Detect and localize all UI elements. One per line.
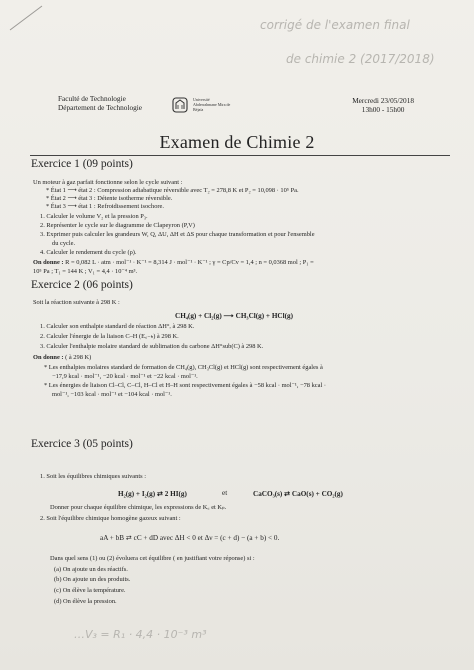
department-name: Département de Technologie [58, 103, 143, 112]
ex3-question-1: 1. Soit les équilibres chimiques suivants : [40, 473, 146, 480]
ex2-reaction: CH₄(g) + Cl₂(g) ⟶ CH₃Cl(g) + HCl(g) [175, 312, 293, 320]
ex2-bullet-1-cont: −17,9 kcal · mol⁻¹, −20 kcal · mol⁻¹ et −22 kcal · mol⁻¹. [52, 373, 198, 380]
ex2-given-label: On donne : [33, 354, 64, 361]
pencil-stroke-icon [0, 0, 60, 40]
exam-time: 13h00 - 15h00 [361, 105, 405, 114]
given-label: On donne : [33, 259, 64, 266]
ex3-option-a: (a) On ajoute un des réactifs. [54, 566, 128, 573]
ex1-step-2: * État 2 ⟶ état 3 : Détente isotherme réversible. [46, 195, 173, 202]
exam-date: Mercredi 23/05/2018 [352, 96, 414, 105]
ex1-question-3-cont: du cycle. [52, 240, 76, 247]
ex2-given-temp: ( à 298 K) [63, 354, 92, 361]
ex3-equilibrium-1: H₂(g) + I₂(g) ⇄ 2 HI(g) [118, 490, 187, 498]
ex1-step-1: * État 1 ⟶ état 2 : Compression adiabatique réversible avec T₂ = 278,8 K et P₂ = 10,098 · 10⁵ Pa. [46, 187, 299, 194]
ex3-question-2: 2. Soit l'équilibre chimique homogène gazeux suivant : [40, 515, 181, 522]
ex1-intro: Un moteur à gaz parfait fonctionne selon le cycle suivant : [33, 179, 183, 186]
ex3-heading: Exercice 3 (05 points) [31, 438, 133, 450]
university-logo-icon [170, 95, 190, 115]
ex1-given [33, 259, 314, 267]
ex1-question-3: 3. Exprimer puis calculer les grandeurs W, Q, ΔU, ΔH et ΔS pour chaque transformation et pour l'ensemble [40, 231, 315, 238]
ex2-bullet-2: * Les énergies de liaison Cl–Cl, C–Cl, H–Cl et H–H sont respectivement égales à −58 kcal · mol⁻¹, −78 kcal · [44, 382, 326, 389]
ex3-equilibrium-3: aA + bB ⇄ cC + dD avec ΔH < 0 et Δν = (c + d) − (a + b) < 0. [100, 534, 280, 542]
ex1-question-2: 2. Représenter le cycle sur le diagramme de Clapeyron (P,V) [40, 222, 195, 229]
ex2-heading: Exercice 2 (06 points) [31, 279, 133, 291]
ex2-question-3: 3. Calculer l'enthalpie molaire standard de sublimation du carbone ΔH°sub(C) à 298 K. [40, 343, 264, 350]
ex2-intro: Soit la réaction suivante à 298 K : [33, 299, 120, 306]
title-divider [30, 155, 450, 156]
ex2-given [33, 354, 91, 362]
ex2-bullet-1: * Les enthalpies molaires standard de formation de CH₄(g), CH₃Cl(g) et HCl(g) sont respectivement égales à [44, 364, 323, 371]
ex1-given-line-2: 10⁵ Pa ; T₁ = 144 K ; V₁ = 4,4 · 10⁻⁴ m³. [33, 268, 138, 275]
handwritten-note-top-1: corrigé de l'examen final [260, 18, 410, 32]
handwritten-note-top-2: de chimie 2 (2017/2018) [286, 52, 435, 66]
ex3-equilibrium-2: CaCO₃(s) ⇄ CaO(s) + CO₂(g) [253, 490, 343, 498]
ex2-question-1: 1. Calculer son enthalpie standard de réaction ΔH°ᵣ à 298 K. [40, 323, 195, 330]
header-left [58, 94, 142, 112]
page-title: Examen de Chimie 2 [159, 132, 315, 152]
ex3-option-c: (c) On élève la température. [54, 587, 126, 594]
ex3-question-3: Dans quel sens (1) ou (2) évoluera cet équilibre ( en justifiant votre réponse) si : [50, 555, 255, 562]
ex1-heading: Exercice 1 (09 points) [31, 158, 133, 170]
ex1-question-4: 4. Calculer le rendement du cycle (ρ). [40, 249, 137, 256]
ex2-question-2: 2. Calculer l'énergie de la liaison C–H (E꜀₋ₕ) à 298 K. [40, 333, 179, 340]
ex3-option-d: (d) On élève la pression. [54, 598, 117, 605]
ex3-option-b: (b) On ajoute un des produits. [54, 576, 131, 583]
ex3-question-1b: Donner pour chaque équilibre chimique, les expressions de K꜀ et Kₚ. [50, 504, 227, 511]
logo-caption: Université Abderrahmane Mira de Béjaïa [193, 97, 231, 112]
ex1-given-line-1: R = 0,082 L · atm · mol⁻¹ · K⁻¹ = 8,314 J · mol⁻¹ · K⁻¹ ; γ = Cp/Cv = 1,4 ; n = 0,0368 mol ; P₁ = [63, 259, 314, 266]
ex1-question-1: 1. Calculer le volume V₂ et la pression P₃. [40, 213, 148, 220]
handwritten-note-bottom: …V₃ = R₁ · 4,4 · 10⁻³ m³ [74, 628, 207, 641]
faculty-name: Faculté de Technologie [58, 94, 126, 103]
header-right [352, 96, 414, 114]
ex1-step-3: * État 3 ⟶ état 1 : Refroidissement isochore. [46, 203, 164, 210]
ex2-bullet-2-cont: mol⁻¹, −103 kcal · mol⁻¹ et −104 kcal · mol⁻¹. [52, 391, 172, 398]
ex3-equilibrium-sep: et [222, 489, 228, 497]
